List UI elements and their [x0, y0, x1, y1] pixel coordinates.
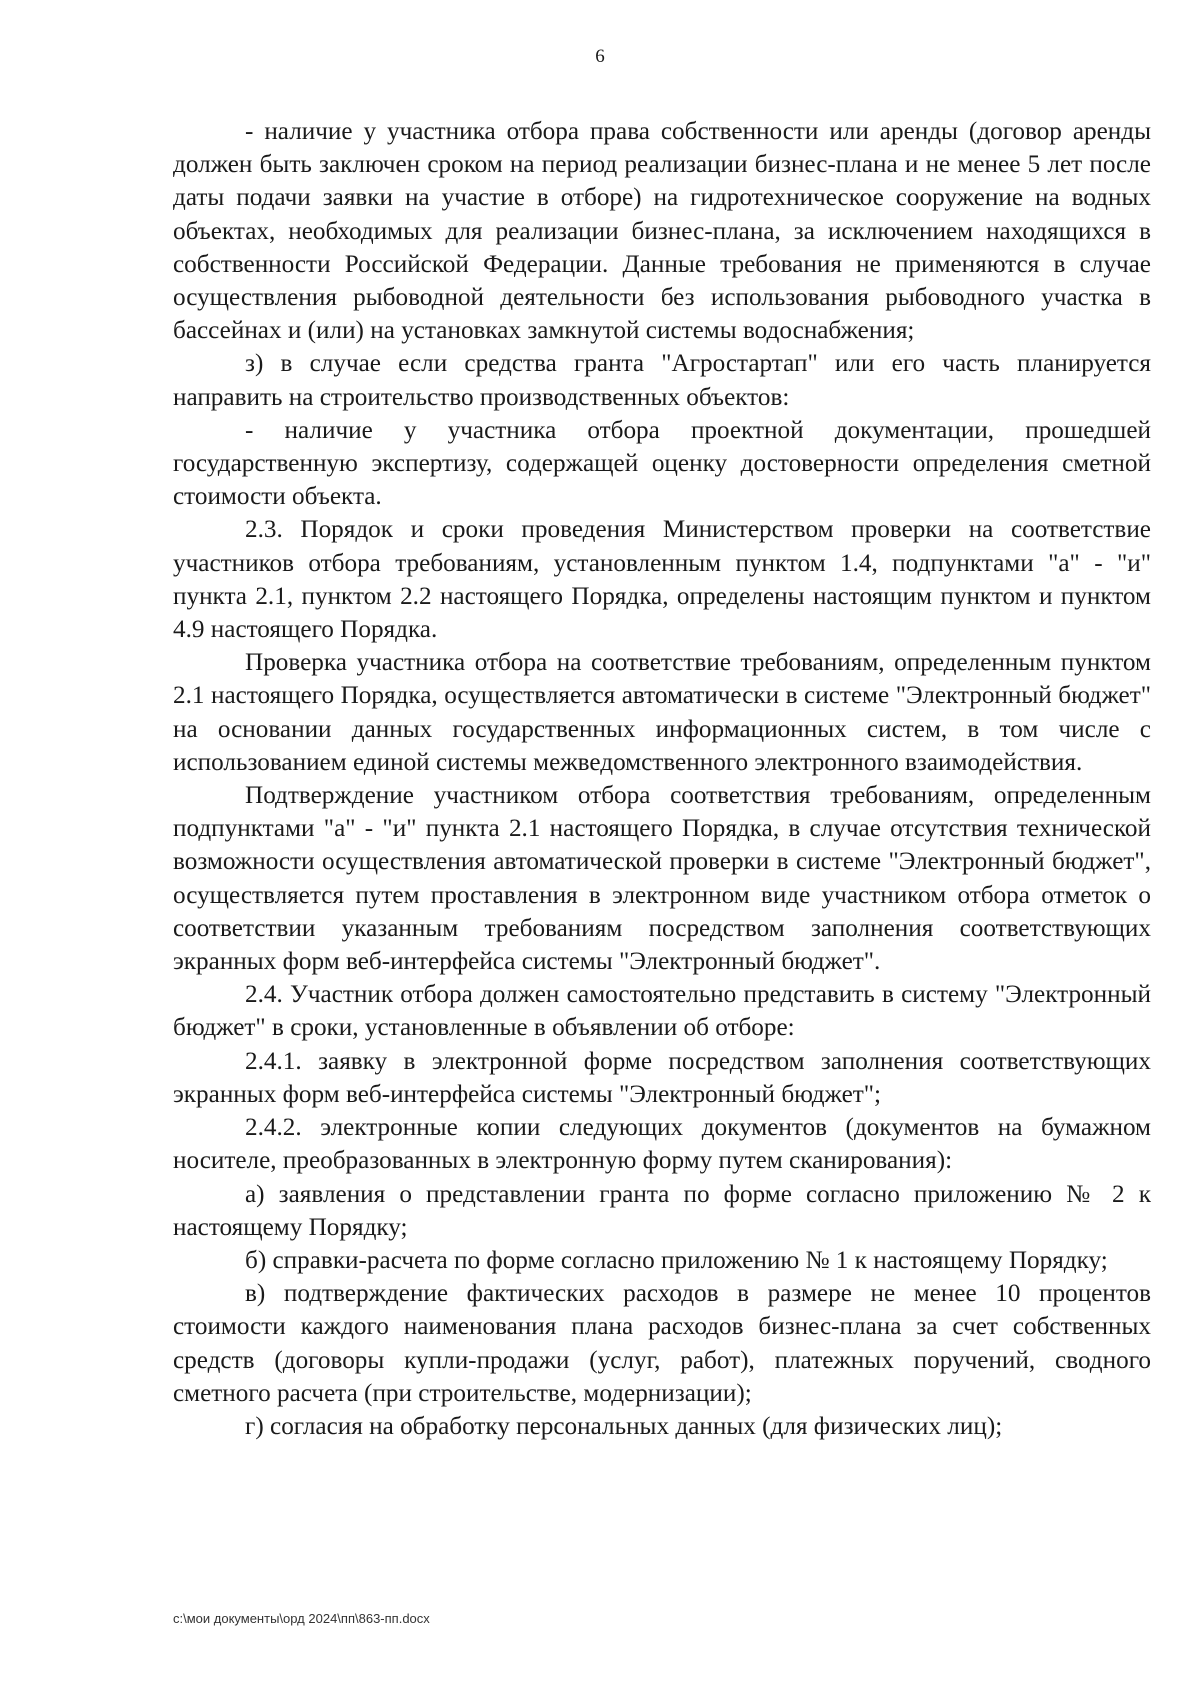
paragraph-13: г) согласия на обработку персональных данных (для физических лиц); — [245, 1412, 1003, 1440]
paragraph-3: - наличие у участника отбора проектной документации, прошедшей государственную экспертизу, содержащей оценку достоверности определения сметной стоимости объекта. — [173, 416, 1151, 511]
paragraph-7: 2.4. Участник отбора должен самостоятельно представить в систему "Электронный бюджет" в сроки, установленные в объявлении об отборе: — [173, 981, 1151, 1042]
paragraph-8: 2.4.1. заявку в электронной форме посредством заполнения соответствующих экранных форм веб-интерфейса системы "Электронный бюджет"; — [173, 1047, 1151, 1108]
paragraph-4: 2.3. Порядок и сроки проведения Министерством проверки на соответствие участников отбора требованиям, установленным пунктом 1.4, подпунктами "а" - "и" пункта 2.1, пунктом 2.2 настоящего Порядка, определены настоящим пунктом и пунктом 4.9 настоящего Порядка. — [173, 516, 1151, 644]
document-body — [173, 115, 1151, 1443]
paragraph-12: в) подтверждение фактических расходов в размере не менее 10 процентов стоимости каждого наименования плана расходов бизнес-плана за счет собственных средств (договоры купли-продажи (услуг, работ), платежных поручений, сводного сметного расчета (при строительстве, модернизации); — [173, 1280, 1151, 1407]
paragraph-11: б) справки-расчета по форме согласно приложению № 1 к настоящему Порядку; — [245, 1246, 1108, 1274]
paragraph-2: з) в случае если средства гранта "Агростартап" или его часть планируется направить на строительство производственных объектов: — [173, 350, 1151, 411]
paragraph-9: 2.4.2. электронные копии следующих документов (документов на бумажном носителе, преобразованных в электронную форму путем сканирования): — [173, 1114, 1151, 1175]
paragraph-10: а) заявления о представлении гранта по форме согласно приложению № 2 к настоящему Порядку; — [173, 1180, 1151, 1241]
page-number: 6 — [595, 46, 605, 67]
footer-file-path: c:\мои документы\орд 2024\пп\863-пп.docx — [173, 1611, 430, 1626]
paragraph-6: Подтверждение участником отбора соответствия требованиям, определенным подпунктами "а" - "и" пункта 2.1 настоящего Порядка, в случае отсутствия технической возможности осуществления автоматической проверки в системе "Электронный бюджет", осуществляется путем проставления в электронном виде участником отбора отметок о соответствии указанным требованиям посредством заполнения соответствующих экранных форм веб-интерфейса системы "Электронный бюджет". — [173, 782, 1151, 976]
paragraph-5: Проверка участника отбора на соответствие требованиям, определенным пунктом 2.1 настоящего Порядка, осуществляется автоматически в системе "Электронный бюджет" на основании данных государственных информационных систем, в том числе с использованием единой системы межведомственного электронного взаимодействия. — [173, 649, 1151, 776]
paragraph-1: - наличие у участника отбора права собственности или аренды (договор аренды должен быть заключен сроком на период реализации бизнес-плана и не менее 5 лет после даты подачи заявки на участие в отборе) на гидротехническое сооружение на водных объектах, необходимых для реализации бизнес-плана, за исключением находящихся в собственности Российской Федерации. Данные требования не применяются в случае осуществления рыбоводной деятельности без использования рыбоводного участка в бассейнах и (или) на установках замкнутой системы водоснабжения; — [173, 118, 1151, 345]
